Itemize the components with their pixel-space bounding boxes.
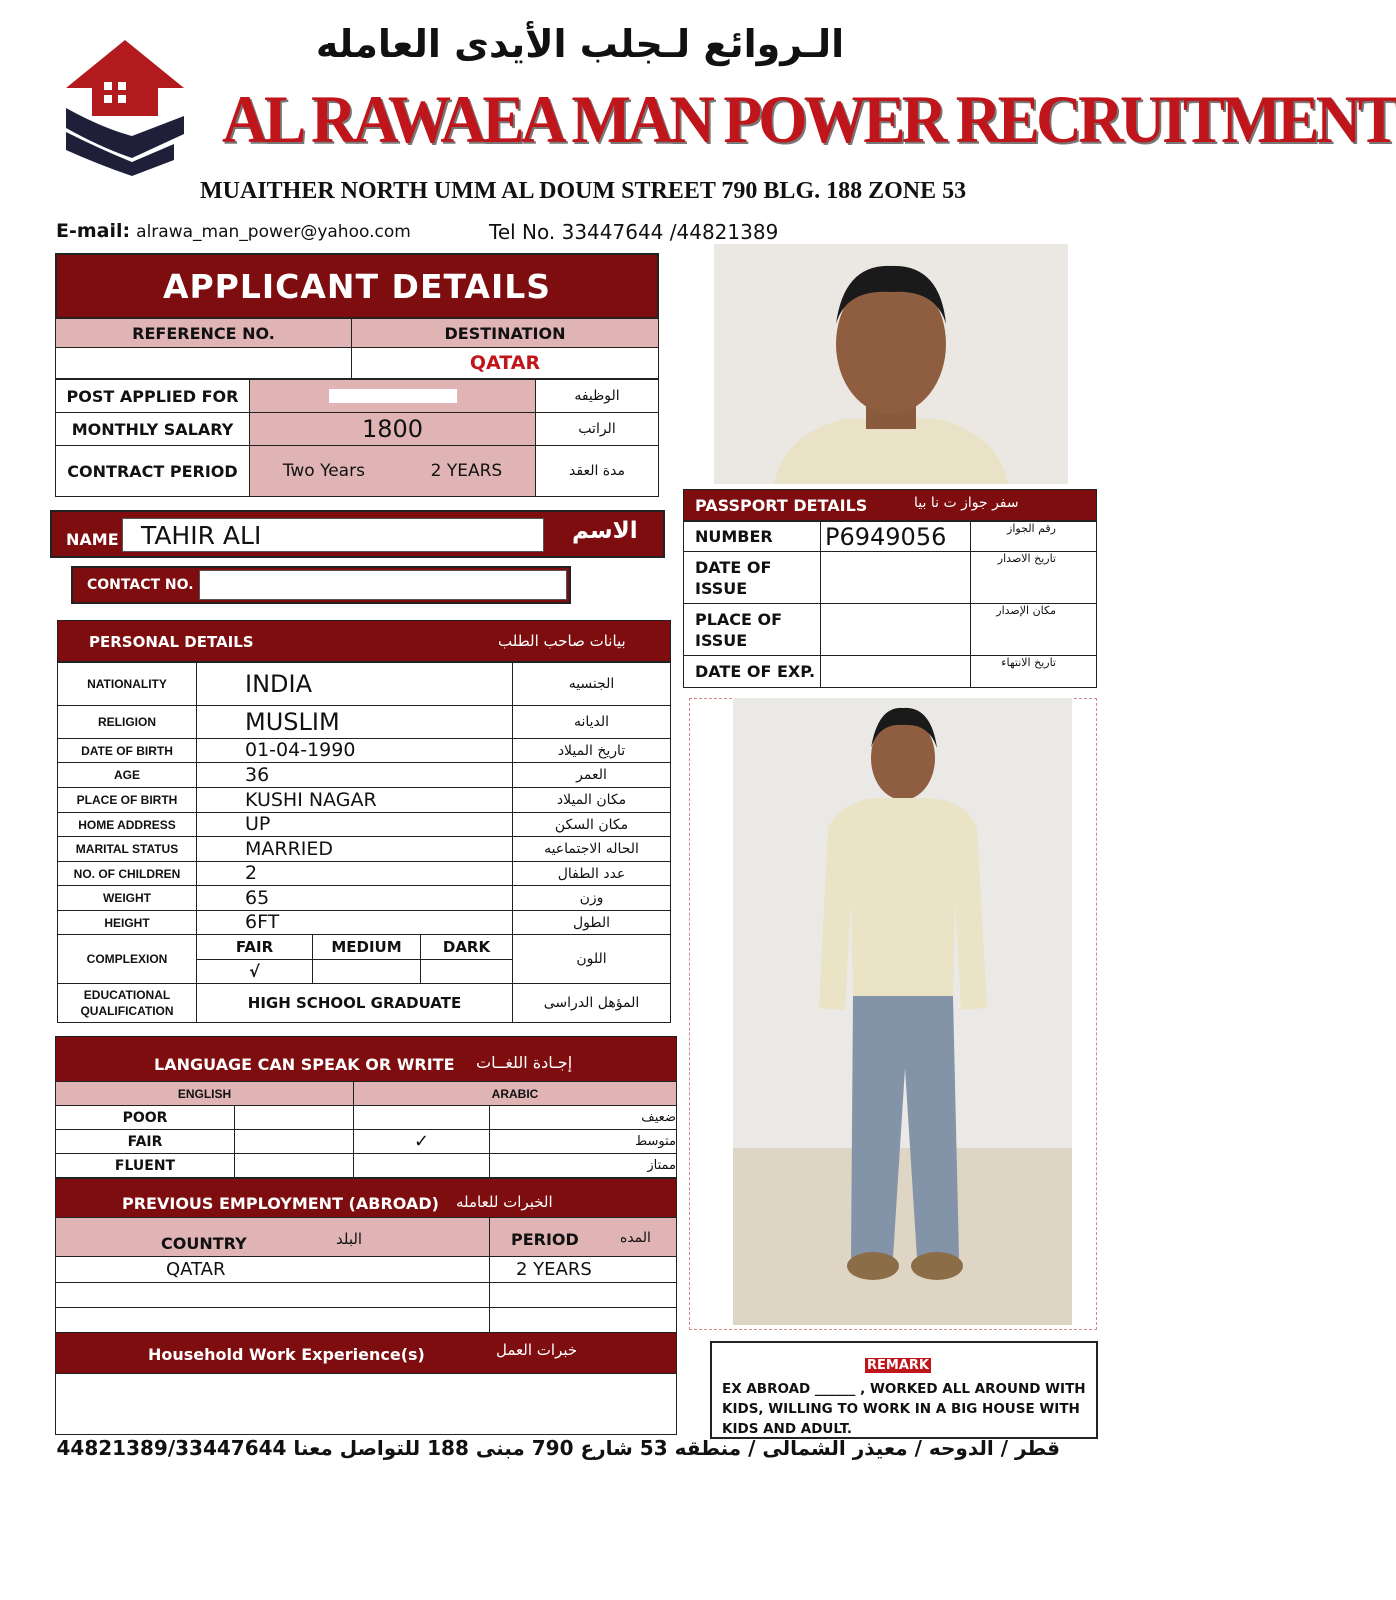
employment-empty-row-2 [55, 1307, 490, 1333]
company-logo [62, 38, 188, 176]
company-arabic-name: الـروائع لـجلب الأيدى العامله [315, 22, 845, 66]
contract-value-years: 2 YEARS [430, 461, 503, 481]
language-row-label-ar: متوسط [489, 1129, 677, 1154]
language-row-label: FLUENT [55, 1153, 235, 1178]
remark-text: EX ABROAD ______ , WORKED ALL AROUND WITH KIDS, WILLING TO WORK IN A BIG HOUSE WITH KIDS AND ADULT. [722, 1381, 1086, 1437]
passport-row-label: DATE OF ISSUE [683, 551, 821, 604]
personal-title-bar [57, 620, 671, 662]
education-value: HIGH SCHOOL GRADUATE [196, 983, 513, 1023]
employment-title: PREVIOUS EMPLOYMENT (ABROAD) [122, 1194, 439, 1213]
passport-row-value [820, 655, 971, 688]
name-value: TAHIR ALI [141, 521, 262, 550]
passport-row-label: DATE OF EXP. [683, 655, 821, 688]
personal-row-label-ar: مكان السكن [512, 812, 671, 837]
personal-row-label: DATE OF BIRTH [57, 738, 197, 763]
employment-period: 2 YEARS [516, 1259, 592, 1280]
contract-value-text: Two Years [282, 461, 365, 481]
applicant-portrait-photo [714, 244, 1068, 484]
complexion-mark-fair: √ [196, 959, 313, 984]
personal-row-value: MUSLIM [196, 705, 513, 739]
passport-title: PASSPORT DETAILS [695, 496, 868, 515]
personal-row-value: UP [196, 812, 513, 837]
passport-title-ar: سفر جواز ت نا بيا [914, 495, 1019, 511]
applicant-title: APPLICANT DETAILS [162, 266, 552, 306]
personal-row-label: HOME ADDRESS [57, 812, 197, 837]
contact-bar [71, 566, 571, 604]
passport-row-label: NUMBER [683, 521, 821, 552]
employment-country: QATAR [166, 1259, 226, 1280]
name-label: NAME [66, 530, 119, 549]
destination-value: QATAR [351, 347, 659, 379]
personal-row-label: PLACE OF BIRTH [57, 787, 197, 813]
salary-label-ar: الراتب [535, 412, 659, 446]
country-label: COUNTRY [161, 1234, 247, 1253]
passport-row-label-ar: رقم الجواز [970, 521, 1097, 552]
language-row-label-ar: ممتاز [489, 1153, 677, 1178]
personal-title-ar: بيانات صاحب الطلب [498, 632, 626, 650]
salary-value: 1800 [249, 412, 536, 446]
applicant-title-bar [55, 253, 659, 319]
complexion-option-dark: DARK [420, 934, 513, 960]
employment-title-ar: الخبرات للعامله [456, 1193, 553, 1211]
language-title-bar [55, 1036, 677, 1082]
destination-label: DESTINATION [351, 318, 659, 348]
arabic-header: ARABIC [353, 1081, 677, 1106]
personal-row-value: 01-04-1990 [196, 738, 513, 763]
remark-box [710, 1341, 1098, 1439]
household-title: Household Work Experience(s) [148, 1345, 425, 1364]
language-english-box [234, 1153, 354, 1178]
passport-row-label-ar: تاريخ الانتهاء [970, 655, 1097, 688]
remark-title: REMARK [867, 1358, 929, 1373]
redacted-box [329, 389, 457, 403]
personal-row-label: NO. OF CHILDREN [57, 861, 197, 886]
contract-value [249, 445, 536, 497]
passport-row-label-ar: مكان الإصدار [970, 603, 1097, 656]
language-row-label: FAIR [55, 1129, 235, 1154]
country-header [55, 1217, 490, 1257]
period-label-ar: المده [620, 1230, 651, 1246]
english-header: ENGLISH [55, 1081, 354, 1106]
passport-row-label: PLACE OF ISSUE [683, 603, 821, 656]
language-row-label-ar: ضعيف [489, 1105, 677, 1130]
reference-label: REFERENCE NO. [55, 318, 352, 348]
personal-row-label-ar: تاريخ الميلاد [512, 738, 671, 763]
contact-label: CONTACT NO. [87, 577, 194, 593]
personal-row-value: 65 [196, 885, 513, 911]
household-body [55, 1373, 677, 1435]
period-label: PERIOD [511, 1230, 579, 1249]
personal-row-label-ar: عدد الطفال [512, 861, 671, 886]
personal-row-label-ar: الحاله الاجتماعيه [512, 836, 671, 862]
salary-label: MONTHLY SALARY [55, 412, 250, 446]
employment-empty-row-1b [489, 1282, 677, 1308]
check-icon: ✓ [413, 1131, 430, 1152]
personal-row-label: NATIONALITY [57, 662, 197, 706]
language-english-box [234, 1129, 354, 1154]
footer-contact: قطر / الدوحه / معيذر الشمالى / منطقه 53 شارع 790 مبنى 188 للتواصل معنا 44821389/33447644 [56, 1436, 1060, 1460]
education-label-ar: المؤهل الدراسى [512, 983, 671, 1023]
language-row-label: POOR [55, 1105, 235, 1130]
email-line [56, 220, 476, 242]
complexion-option-fair: FAIR [196, 934, 313, 960]
passport-row-value [820, 603, 971, 656]
personal-row-label-ar: العمر [512, 762, 671, 788]
personal-row-label-ar: مكان الميلاد [512, 787, 671, 813]
personal-row-label: HEIGHT [57, 910, 197, 935]
company-name: AL RAWAEA MAN POWER RECRUITMENT [222, 81, 1396, 157]
employment-country-value [55, 1256, 490, 1283]
post-value [249, 379, 536, 413]
language-title-ar: إجـادة اللغــات [476, 1053, 573, 1072]
name-bar [50, 510, 665, 558]
education-label [57, 983, 197, 1023]
language-arabic-box [353, 1105, 490, 1130]
contract-label-ar: مدة العقد [535, 445, 659, 497]
passport-row-value: P6949056 [820, 521, 971, 552]
complexion-mark-medium [312, 959, 421, 984]
personal-row-label: WEIGHT [57, 885, 197, 911]
email-address[interactable]: alrawa_man_power@yahoo.com [136, 222, 411, 242]
name-field [122, 518, 544, 552]
passport-row-label-ar: تاريخ الاصدار [970, 551, 1097, 604]
name-label-ar: الاسم [572, 518, 638, 544]
education-label-line2: QUALIFICATION [80, 1004, 174, 1018]
applicant-full-body-photo [733, 698, 1072, 1325]
personal-row-label-ar: الجنسيه [512, 662, 671, 706]
contact-field [199, 570, 567, 600]
personal-row-label: RELIGION [57, 705, 197, 739]
email-label: E-mail: [56, 220, 131, 242]
country-label-ar: البلد [336, 1230, 363, 1248]
language-arabic-box [353, 1129, 490, 1154]
household-title-ar: خبرات العمل [496, 1341, 578, 1359]
household-title-bar [55, 1332, 677, 1374]
complexion-label: COMPLEXION [57, 934, 197, 984]
complexion-label-ar: اللون [512, 934, 671, 984]
company-address: MUAITHER NORTH UMM AL DOUM STREET 790 BLG. 188 ZONE 53 [200, 178, 967, 204]
language-english-box [234, 1105, 354, 1130]
education-label-line1: EDUCATIONAL [83, 988, 171, 1002]
personal-row-label-ar: الديانه [512, 705, 671, 739]
personal-row-label: AGE [57, 762, 197, 788]
personal-row-value: KUSHI NAGAR [196, 787, 513, 813]
employment-empty-row-2b [489, 1307, 677, 1333]
passport-row-value [820, 551, 971, 604]
personal-row-label-ar: وزن [512, 885, 671, 911]
employment-period-value [489, 1256, 677, 1283]
employment-title-bar [55, 1178, 677, 1218]
telephone: Tel No. 33447644 /44821389 [489, 220, 779, 244]
personal-row-value: 36 [196, 762, 513, 788]
personal-title: PERSONAL DETAILS [89, 633, 254, 651]
personal-row-label-ar: الطول [512, 910, 671, 935]
language-arabic-box [353, 1153, 490, 1178]
passport-title-bar [683, 489, 1097, 521]
post-label-ar: الوظيفه [535, 379, 659, 413]
personal-row-value: 6FT [196, 910, 513, 935]
post-label: POST APPLIED FOR [55, 379, 250, 413]
personal-row-label: MARITAL STATUS [57, 836, 197, 862]
contract-label: CONTRACT PERIOD [55, 445, 250, 497]
employment-empty-row-1 [55, 1282, 490, 1308]
complexion-option-medium: MEDIUM [312, 934, 421, 960]
reference-value [55, 347, 352, 379]
personal-row-value: 2 [196, 861, 513, 886]
personal-row-value: MARRIED [196, 836, 513, 862]
language-title: LANGUAGE CAN SPEAK OR WRITE [154, 1055, 455, 1074]
complexion-mark-dark [420, 959, 513, 984]
period-header [489, 1217, 677, 1257]
personal-row-value: INDIA [196, 662, 513, 706]
